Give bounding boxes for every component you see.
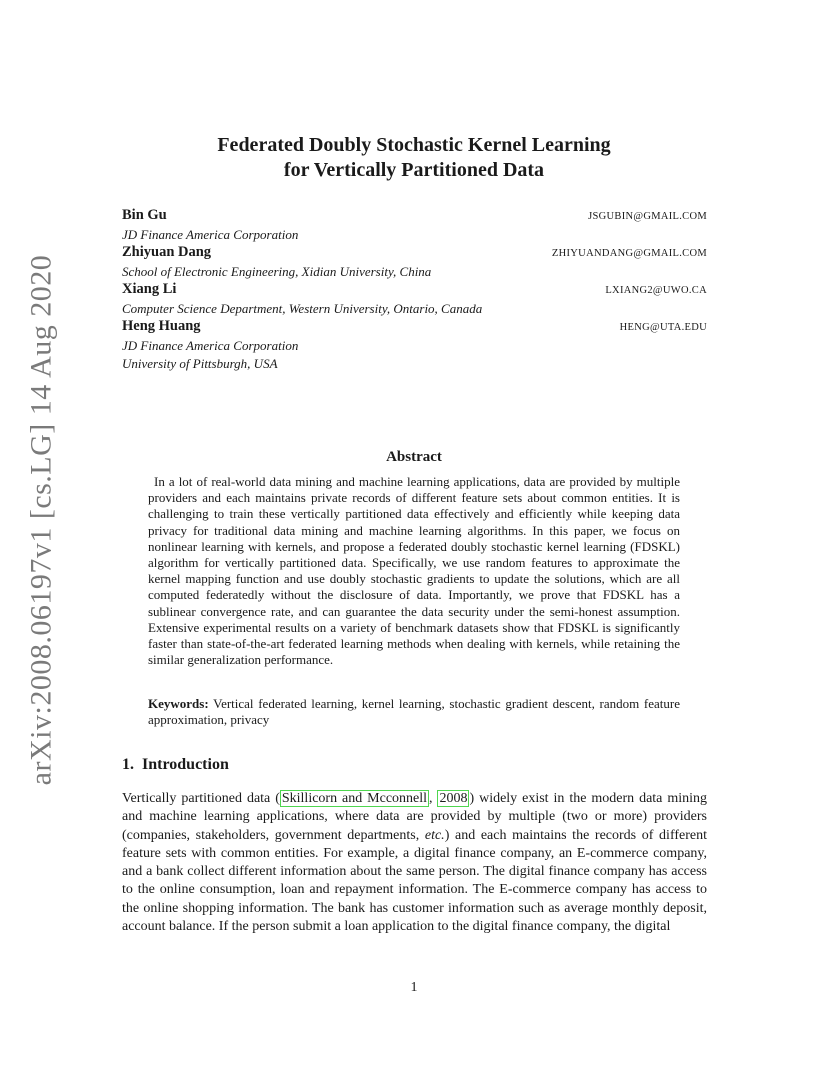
author-affiliation: JD Finance America Corporation	[122, 338, 299, 353]
author-affiliation: University of Pittsburgh, USA	[122, 356, 278, 371]
intro-text-end: ) and each maintains the records of different feature sets with common entities. For example, a digital finance company, an E-commerce company, and a bank collect different information about the same person. The digital finance company has access to the online consumption, loan and repayment information. The E-commerce company has access to the online shopping information. The bank has customer information such as average monthly deposit, account balance. If the person submit a loan application to the digital finance company, the digital	[122, 827, 708, 935]
author-name: Xiang Li	[122, 281, 177, 297]
author-row	[122, 281, 707, 300]
citation-year-link[interactable]: 2008	[439, 791, 468, 806]
author-row	[122, 244, 707, 263]
author-block	[122, 207, 707, 373]
author-name: Zhiyuan Dang	[122, 244, 212, 260]
author-affiliation: School of Electronic Engineering, Xidian University, China	[122, 264, 432, 279]
intro-text-middle: ) widely exist in the modern data mining and machine learning applications, where data are provided by multiple (two or more) providers (companies, stakeholders, government departments,	[122, 791, 707, 843]
author-email[interactable]: ZHIYUANDANG@GMAIL.COM	[551, 248, 707, 259]
author-name: Heng Huang	[122, 318, 201, 334]
arxiv-identifier: arXiv:2008.06197v1 [cs.LG] 14 Aug 2020	[24, 254, 57, 786]
section-title: Introduction	[142, 756, 229, 773]
author-email[interactable]: LXIANG2@UWO.CA	[605, 285, 707, 296]
author-affiliation: JD Finance America Corporation	[122, 227, 299, 242]
keywords-text: Vertical federated learning, kernel learning, stochastic gradient descent, random feature approximation, privacy	[148, 696, 681, 728]
section-number: 1.	[122, 756, 134, 773]
abstract-heading: Abstract	[386, 449, 442, 465]
author-email[interactable]: HENG@UTA.EDU	[619, 322, 707, 333]
author-email[interactable]: JSGUBIN@GMAIL.COM	[588, 211, 707, 222]
intro-text-start: Vertically partitioned data (	[122, 791, 280, 806]
paper-title	[0, 133, 828, 183]
author-row	[122, 207, 707, 226]
section-heading	[122, 756, 229, 774]
intro-paragraph	[122, 790, 707, 936]
title-line-1: Federated Doubly Stochastic Kernel Learning	[217, 134, 611, 156]
citation-link[interactable]: Skillicorn and Mcconnell	[281, 791, 428, 806]
author-row	[122, 318, 707, 337]
keywords	[148, 696, 680, 728]
author-affiliation: Computer Science Department, Western University, Ontario, Canada	[122, 301, 483, 316]
abstract-text: In a lot of real-world data mining and machine learning applications, data are provided by multiple providers and each maintains private records of different feature sets about common entities. It is challenging to train these vertically partitioned data effectively and efficiently while keeping data privacy for traditional data mining and machine learning algorithms. In this paper, we focus on nonlinear learning with kernels, and propose a federated doubly stochastic kernel learning (FDSKL) algorithm for vertically partitioned data. Specifically, we use random features to approximate the kernel mapping function and use doubly stochastic gradients to update the solutions, which are all computed federatedly without the disclosure of data. Importantly, we prove that FDSKL has a sublinear convergence rate, and can guarantee the data security under the semi-honest assumption. Extensive experimental results on a variety of benchmark datasets show that FDSKL is significantly faster than state-of-the-art federated learning methods when dealing with kernels, while retaining the similar generalization performance.	[148, 474, 680, 668]
title-line-2: for Vertically Partitioned Data	[283, 159, 545, 181]
arxiv-stamp	[18, 254, 64, 786]
page-number: 1	[410, 980, 418, 995]
author-name: Bin Gu	[122, 207, 167, 223]
intro-etc: etc.	[424, 827, 445, 843]
keywords-label: Keywords:	[148, 696, 209, 711]
citation-separator: ,	[429, 791, 438, 806]
